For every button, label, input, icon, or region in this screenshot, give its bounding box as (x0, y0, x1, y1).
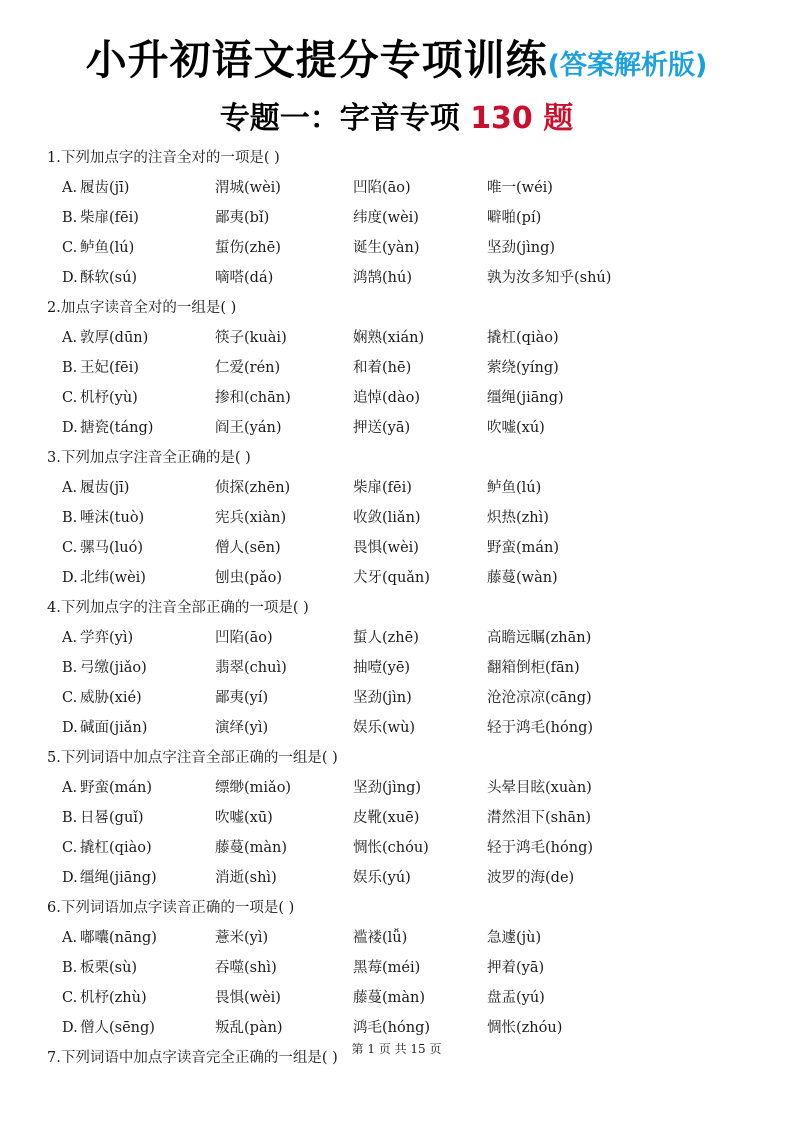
option-letter: B. (62, 960, 78, 976)
pinyin-item: 娴熟(xián) (353, 330, 425, 346)
pinyin-item: 筷子(kuài) (215, 330, 287, 346)
pinyin-item: 畏惧(wèi) (353, 540, 419, 556)
pinyin-item: 和着(hē) (353, 360, 412, 376)
pinyin-item: 黑莓(méi) (353, 960, 421, 976)
option-row (47, 983, 767, 1013)
pinyin-item: 吞噬(shì) (215, 960, 277, 976)
option-row (47, 1013, 767, 1043)
pinyin-item: 野蛮(mán) (487, 540, 560, 556)
option-letter: D. (62, 870, 78, 886)
pinyin-item: 纬度(wèi) (353, 210, 419, 226)
pinyin-item: 渭城(wèi) (215, 180, 281, 196)
question-stem: 7.下列词语中加点字读音完全正确的一组是( ) (47, 1050, 338, 1066)
pinyin-item: 追悼(dào) (353, 390, 420, 406)
pinyin-item: 机杼(zhù) (80, 990, 147, 1006)
title-answer-edition: (答案解析版) (547, 50, 708, 81)
pinyin-item: 吹嘘(xú) (487, 420, 545, 436)
pinyin-item: 噼啪(pí) (487, 210, 542, 226)
option-letter: D. (62, 420, 78, 436)
pinyin-item: 侦探(zhēn) (215, 480, 291, 496)
pinyin-item: 轻于鸿毛(hóng) (487, 720, 594, 736)
pinyin-item: 缥缈(miǎo) (215, 780, 292, 796)
option-letter: B. (62, 660, 78, 676)
question-block (47, 893, 767, 1043)
pinyin-item: 柴扉(fēi) (353, 480, 412, 496)
option-letter: B. (62, 510, 78, 526)
pinyin-item: 翻箱倒柜(fān) (487, 660, 580, 676)
question-stem: 5.下列词语中加点字注音全部正确的一组是( ) (47, 750, 338, 766)
option-row (47, 623, 767, 653)
pinyin-item: 诞生(yàn) (353, 240, 420, 256)
pinyin-item: 凹陷(āo) (215, 630, 273, 646)
pinyin-item: 惆怅(chóu) (353, 840, 429, 856)
option-row (47, 533, 767, 563)
option-row (47, 323, 767, 353)
pinyin-item: 轻于鸿毛(hóng) (487, 840, 594, 856)
pinyin-item: 凹陷(āo) (353, 180, 411, 196)
pinyin-item: 酥软(sú) (80, 270, 138, 286)
pinyin-item: 僧人(sēng) (80, 1020, 155, 1036)
pinyin-item: 板栗(sù) (80, 960, 138, 976)
pinyin-item: 王妃(fēi) (80, 360, 139, 376)
option-letter: B. (62, 210, 78, 226)
option-row (47, 773, 767, 803)
option-letter: C. (62, 240, 78, 256)
question-list (47, 143, 767, 1073)
pinyin-item: 仁爱(rén) (215, 360, 281, 376)
option-letter: A. (62, 180, 78, 196)
option-letter: C. (62, 390, 78, 406)
pinyin-item: 鲈鱼(lú) (80, 240, 135, 256)
pinyin-item: 缰绳(jiāng) (80, 870, 157, 886)
pinyin-item: 抽噎(yē) (353, 660, 411, 676)
option-row (47, 953, 767, 983)
pinyin-item: 柴扉(fēi) (80, 210, 139, 226)
option-row (47, 713, 767, 743)
pinyin-item: 刨虫(pǎo) (215, 570, 282, 586)
pinyin-item: 藤蔓(màn) (353, 990, 426, 1006)
option-row (47, 383, 767, 413)
pinyin-item: 搪瓷(táng) (80, 420, 154, 436)
pinyin-item: 叛乱(pàn) (215, 1020, 283, 1036)
option-row (47, 173, 767, 203)
pinyin-item: 嘀嗒(dá) (215, 270, 274, 286)
pinyin-item: 消逝(shì) (215, 870, 277, 886)
pinyin-item: 急遽(jù) (487, 930, 542, 946)
pinyin-item: 日晷(guǐ) (80, 810, 144, 826)
pinyin-item: 盘盂(yú) (487, 990, 545, 1006)
question-stem: 1.下列加点字的注音全对的一项是( ) (47, 150, 280, 166)
pinyin-item: 唯一(wéi) (487, 180, 553, 196)
topic-heading-text: 专题一：字音专项 (219, 101, 460, 136)
pinyin-item: 唾沫(tuò) (80, 510, 145, 526)
pinyin-item: 北纬(wèi) (80, 570, 146, 586)
option-row (47, 473, 767, 503)
pinyin-item: 机杼(yù) (80, 390, 138, 406)
pinyin-item: 撬杠(qiào) (487, 330, 559, 346)
pinyin-item: 宪兵(xiàn) (215, 510, 287, 526)
pinyin-item: 僧人(sēn) (215, 540, 281, 556)
pinyin-item: 敦厚(dūn) (80, 330, 149, 346)
question-stem: 3.下列加点字注音全正确的是( ) (47, 450, 251, 466)
pinyin-item: 鄙夷(bǐ) (215, 210, 270, 226)
option-letter: D. (62, 1020, 78, 1036)
pinyin-item: 坚劲(jìng) (353, 780, 422, 796)
option-letter: B. (62, 810, 78, 826)
pinyin-item: 犬牙(quǎn) (353, 570, 430, 586)
question-stem: 2.加点字读音全对的一组是( ) (47, 300, 237, 316)
pinyin-item: 弓缴(jiǎo) (80, 660, 147, 676)
option-letter: C. (62, 540, 78, 556)
pinyin-item: 坚劲(jìn) (353, 690, 412, 706)
pinyin-item: 鸿鹄(hú) (353, 270, 412, 286)
pinyin-item: 阎王(yán) (215, 420, 282, 436)
pinyin-item: 鸿毛(hóng) (353, 1020, 431, 1036)
pinyin-item: 娱乐(wù) (353, 720, 416, 736)
pinyin-item: 押送(yā) (353, 420, 411, 436)
option-letter: A. (62, 780, 78, 796)
option-row (47, 233, 767, 263)
pinyin-item: 撬杠(qiào) (80, 840, 152, 856)
pinyin-item: 波罗的海(de) (487, 870, 575, 886)
pinyin-item: 高瞻远瞩(zhān) (487, 630, 592, 646)
option-row (47, 353, 767, 383)
pinyin-item: 沧沧凉凉(cāng) (487, 690, 592, 706)
option-row (47, 413, 767, 443)
option-letter: C. (62, 690, 78, 706)
pinyin-item: 收敛(liǎn) (353, 510, 421, 526)
pinyin-item: 履齿(jī) (80, 180, 130, 196)
question-stem: 4.下列加点字的注音全部正确的一项是( ) (47, 600, 309, 616)
question-block (47, 293, 767, 443)
option-row (47, 653, 767, 683)
page-footer: 第 1 页 共 15 页 (351, 1042, 442, 1056)
pinyin-item: 翡翠(chuì) (215, 660, 287, 676)
question-block (47, 143, 767, 293)
option-letter: C. (62, 990, 78, 1006)
option-letter: A. (62, 330, 78, 346)
question-count: 130 题 (470, 101, 574, 136)
pinyin-item: 藤蔓(wàn) (487, 570, 558, 586)
option-row (47, 263, 767, 293)
pinyin-item: 头晕目眩(xuàn) (487, 780, 592, 796)
pinyin-item: 潸然泪下(shān) (487, 810, 592, 826)
pinyin-item: 孰为汝多知乎(shú) (487, 270, 612, 286)
question-stem: 6.下列词语加点字读音正确的一项是( ) (47, 900, 295, 916)
pinyin-item: 碱面(jiǎn) (80, 720, 148, 736)
option-row (47, 563, 767, 593)
option-row (47, 863, 767, 893)
pinyin-item: 娱乐(yú) (353, 870, 411, 886)
pinyin-item: 鄙夷(yí) (215, 690, 269, 706)
option-letter: D. (62, 720, 78, 736)
pinyin-item: 威胁(xié) (80, 690, 142, 706)
option-letter: D. (62, 270, 78, 286)
pinyin-item: 学弈(yì) (80, 630, 134, 646)
pinyin-item: 坚劲(jìng) (487, 240, 556, 256)
pinyin-item: 皮靴(xuē) (353, 810, 420, 826)
option-row (47, 923, 767, 953)
pinyin-item: 演绎(yì) (215, 720, 269, 736)
pinyin-item: 押着(yā) (487, 960, 545, 976)
option-letter: B. (62, 360, 78, 376)
option-row (47, 503, 767, 533)
pinyin-item: 褴褛(lǚ) (353, 930, 408, 946)
pinyin-item: 蜇人(zhē) (353, 630, 419, 646)
option-letter: A. (62, 630, 78, 646)
question-block (47, 443, 767, 593)
pinyin-item: 履齿(jī) (80, 480, 130, 496)
question-block (47, 743, 767, 893)
topic-heading (0, 101, 793, 136)
pinyin-item: 鲈鱼(lú) (487, 480, 542, 496)
pinyin-item: 薏米(yì) (215, 930, 269, 946)
option-letter: D. (62, 570, 78, 586)
pinyin-item: 蜇伤(zhē) (215, 240, 281, 256)
option-letter: A. (62, 930, 78, 946)
title-main: 小升初语文提分专项训练 (85, 36, 548, 84)
document-title (0, 36, 793, 84)
question-block (47, 593, 767, 743)
option-row (47, 803, 767, 833)
pinyin-item: 炽热(zhì) (487, 510, 549, 526)
pinyin-item: 嘟囔(nāng) (80, 930, 157, 946)
pinyin-item: 藤蔓(màn) (215, 840, 288, 856)
pinyin-item: 惆怅(zhóu) (487, 1020, 563, 1036)
pinyin-item: 畏惧(wèi) (215, 990, 281, 1006)
option-row (47, 683, 767, 713)
option-letter: C. (62, 840, 78, 856)
option-row (47, 203, 767, 233)
pinyin-item: 野蛮(mán) (80, 780, 153, 796)
option-row (47, 833, 767, 863)
option-letter: A. (62, 480, 78, 496)
pinyin-item: 掺和(chān) (215, 390, 291, 406)
pinyin-item: 骡马(luó) (80, 540, 144, 556)
pinyin-item: 吹嘘(xū) (215, 810, 273, 826)
pinyin-item: 萦绕(yíng) (487, 360, 559, 376)
pinyin-item: 缰绳(jiāng) (487, 390, 564, 406)
